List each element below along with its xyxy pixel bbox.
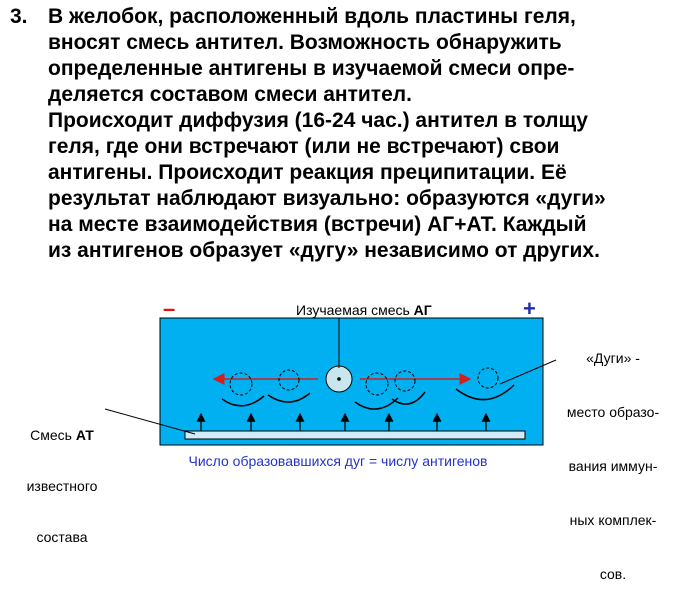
paragraph-line: результат наблюдают визуально: образуются «дуги» — [48, 187, 606, 210]
paragraph-line: определенные антигены в изучаемой смеси опре- — [48, 57, 575, 80]
arcs-label: «Дуги» - место образо- вания иммун- ных комплек- сов. — [566, 350, 660, 582]
paragraph-line: на месте взаимодействия (встречи) АГ+АТ. Каждый — [48, 213, 587, 236]
paragraph-line: Происходит диффузия (16-24 час.) антител в толщу — [48, 109, 588, 132]
sample-well-center — [337, 377, 341, 381]
antibody-mix-label: Смесь АТ известного состава — [26, 427, 98, 545]
paragraph-line: деляется составом смеси антител. — [48, 83, 412, 106]
paragraph-line: антигены. Происходит реакция преципитации. Её — [48, 161, 567, 184]
paragraph-number: 3. — [10, 5, 28, 28]
minus-electrode: – — [163, 296, 176, 321]
paragraph-line: В желобок, расположенный вдоль пластины геля, — [48, 5, 576, 28]
sample-label: Изучаемая смесь АГ — [296, 302, 432, 318]
diagram-caption: Число образовавшихся дуг = числу антигенов — [188, 453, 488, 469]
antibody-trough — [185, 431, 525, 439]
paragraph-line: из антигенов образует «дугу» независимо от других. — [48, 239, 600, 262]
plus-electrode: + — [523, 296, 536, 321]
paragraph-line: вносят смесь антител. Возможность обнаружить — [48, 31, 562, 54]
paragraph-line: геля, где они встречают (или не встречают) свои — [48, 135, 560, 158]
